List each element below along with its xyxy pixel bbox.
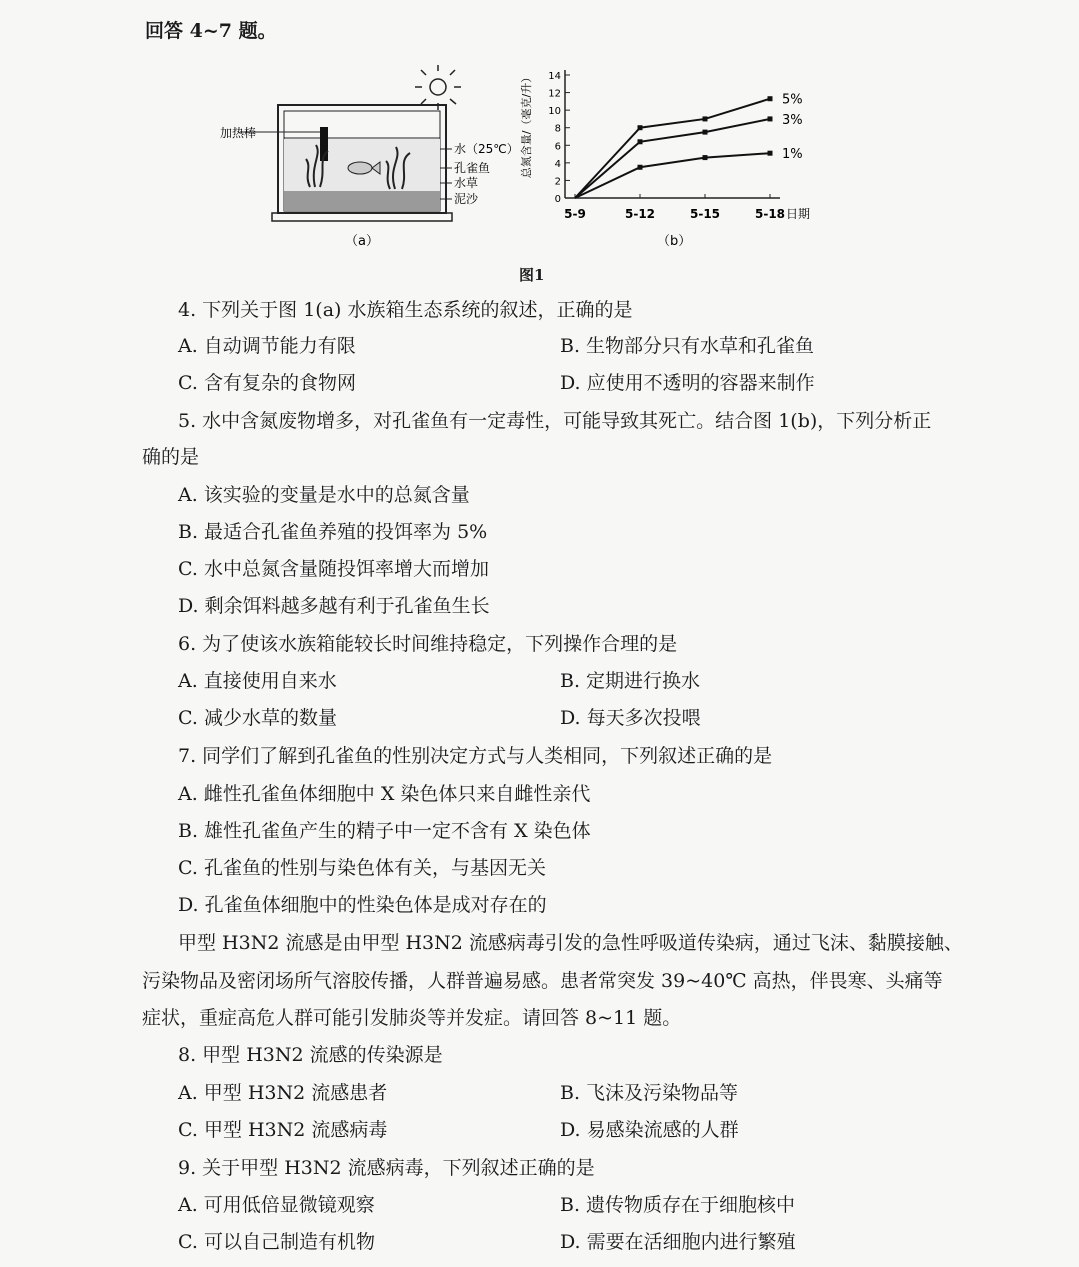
figure-svg: [220, 55, 840, 255]
q9-option-d[interactable]: D. 需要在活细胞内进行繁殖: [560, 1231, 796, 1253]
y-tick-label: 4: [554, 158, 561, 170]
series-label: 3%: [782, 112, 803, 128]
q5-option-c[interactable]: C. 水中总氮含量随投饵率增大而增加: [178, 558, 489, 580]
x-tick-label: 5-15: [689, 207, 721, 221]
aquarium-tank: [240, 105, 452, 221]
x-axis-label: 日期: [786, 207, 811, 221]
y-tick-label: 6: [554, 141, 561, 153]
caption-a: （a）: [345, 234, 379, 249]
q7-stem: 7. 同学们了解到孔雀鱼的性别决定方式与人类相同，下列叙述正确的是: [178, 745, 773, 767]
q6-option-d[interactable]: D. 每天多次投喂: [560, 707, 701, 729]
q9-stem: 9. 关于甲型 H3N2 流感病毒，下列叙述正确的是: [178, 1157, 595, 1179]
q6-option-a[interactable]: A. 直接使用自来水: [178, 670, 337, 692]
series-label: 1%: [782, 147, 803, 163]
x-tick-label: 5-18: [754, 207, 786, 221]
y-axis-label: 总氮含量/（毫克/升）: [520, 71, 533, 179]
data-point: [768, 96, 773, 101]
figure-1: [220, 55, 840, 255]
q7-option-c[interactable]: C. 孔雀鱼的性别与染色体有关，与基因无关: [178, 857, 546, 879]
data-point: [638, 165, 643, 170]
q4-option-a[interactable]: A. 自动调节能力有限: [178, 335, 356, 357]
sun-icon: [415, 65, 461, 110]
x-tick-label: 5-12: [624, 207, 656, 221]
q6-stem: 6. 为了使该水族箱能较长时间维持稳定，下列操作合理的是: [178, 633, 678, 655]
q4-option-c[interactable]: C. 含有复杂的食物网: [178, 372, 356, 394]
y-tick-label: 12: [548, 88, 561, 100]
nitrogen-line-chart: [519, 70, 810, 249]
series-line: [575, 119, 770, 198]
label-heater: 加热棒: [220, 126, 257, 140]
q8-option-b[interactable]: B. 飞沫及污染物品等: [560, 1082, 739, 1104]
passage-line1: 甲型 H3N2 流感是由甲型 H3N2 流感病毒引发的急性呼吸道传染病，通过飞沫、黏膜接触、: [178, 932, 963, 954]
q7-option-d[interactable]: D. 孔雀鱼体细胞中的性染色体是成对存在的: [178, 894, 547, 916]
q5-stem-line2: 确的是: [142, 446, 200, 468]
data-point: [638, 139, 643, 144]
q5-stem-line1: 5. 水中含氮废物增多，对孔雀鱼有一定毒性，可能导致其死亡。结合图 1(b)，下列分析正: [178, 410, 932, 432]
label-grass: 水草: [454, 176, 479, 190]
data-point: [703, 130, 708, 135]
q4-option-b[interactable]: B. 生物部分只有水草和孔雀鱼: [560, 335, 815, 357]
q5-option-b[interactable]: B. 最适合孔雀鱼养殖的投饵率为 5%: [178, 521, 488, 543]
data-point: [703, 155, 708, 160]
series-label: 5%: [782, 92, 803, 108]
label-fish: 孔雀鱼: [454, 161, 491, 175]
q5-option-d[interactable]: D. 剩余饵料越多越有利于孔雀鱼生长: [178, 595, 490, 617]
q8-stem: 8. 甲型 H3N2 流感的传染源是: [178, 1044, 443, 1066]
y-tick-label: 14: [548, 71, 561, 82]
y-tick-label: 8: [554, 123, 561, 135]
q4-stem: 4. 下列关于图 1(a) 水族箱生态系统的叙述，正确的是: [178, 299, 633, 321]
data-point: [703, 116, 708, 121]
q6-option-b[interactable]: B. 定期进行换水: [560, 670, 701, 692]
figure-title: 图1: [519, 266, 545, 284]
q7-option-a[interactable]: A. 雌性孔雀鱼体细胞中 X 染色体只来自雌性亲代: [178, 783, 591, 805]
x-tick-label: 5-9: [564, 207, 586, 221]
q9-option-a[interactable]: A. 可用低倍显微镜观察: [178, 1194, 375, 1216]
q8-option-a[interactable]: A. 甲型 H3N2 流感患者: [178, 1082, 388, 1104]
intro-line: 回答 4~7 题。: [145, 20, 277, 42]
label-water: 水（25℃）: [454, 142, 519, 156]
q5-option-a[interactable]: A. 该实验的变量是水中的总氮含量: [178, 484, 470, 506]
label-sand: 泥沙: [454, 192, 479, 206]
q8-option-d[interactable]: D. 易感染流感的人群: [560, 1119, 739, 1141]
y-tick-label: 10: [548, 106, 561, 118]
data-point: [638, 125, 643, 130]
series-line: [575, 153, 770, 198]
passage-line2: 污染物品及密闭场所气溶胶传播，人群普遍易感。患者常突发 39~40℃ 高热，伴畏寒、头痛等: [142, 970, 943, 992]
q9-option-c[interactable]: C. 可以自己制造有机物: [178, 1231, 375, 1253]
caption-b: （b）: [657, 234, 692, 249]
q7-option-b[interactable]: B. 雄性孔雀鱼产生的精子中一定不含有 X 染色体: [178, 820, 591, 842]
q4-option-d[interactable]: D. 应使用不透明的容器来制作: [560, 372, 815, 394]
data-point: [768, 116, 773, 121]
passage-line3: 症状，重症高危人群可能引发肺炎等并发症。请回答 8~11 题。: [142, 1007, 682, 1029]
y-tick-label: 0: [554, 194, 561, 205]
q6-option-c[interactable]: C. 减少水草的数量: [178, 707, 337, 729]
y-tick-label: 2: [554, 176, 561, 188]
q8-option-c[interactable]: C. 甲型 H3N2 流感病毒: [178, 1119, 388, 1141]
q9-option-b[interactable]: B. 遗传物质存在于细胞核中: [560, 1194, 796, 1216]
data-point: [768, 151, 773, 156]
